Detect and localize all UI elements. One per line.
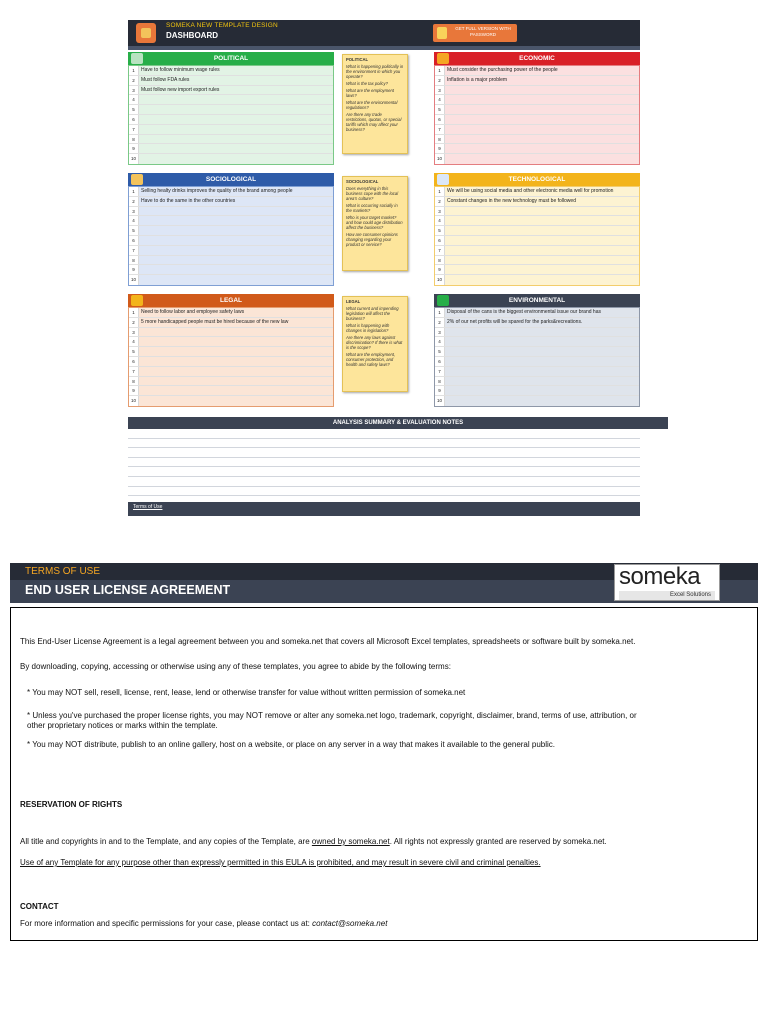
panel-rows <box>128 307 334 407</box>
row-number: 2 <box>435 318 445 327</box>
row-text[interactable] <box>445 226 639 235</box>
table-row[interactable] <box>435 187 639 197</box>
row-number: 5 <box>129 226 139 235</box>
note-item: What are the environmental regulations? <box>346 100 398 110</box>
row-number: 8 <box>129 377 139 386</box>
row-number: 8 <box>129 135 139 144</box>
table-row[interactable] <box>435 318 639 328</box>
row-text[interactable] <box>139 216 333 225</box>
header-divider <box>128 46 640 50</box>
row-number: 5 <box>129 105 139 114</box>
row-number: 2 <box>435 76 445 85</box>
row-text[interactable] <box>445 328 639 337</box>
panel-legal <box>128 294 334 407</box>
table-row[interactable] <box>129 246 333 256</box>
row-number: 6 <box>435 236 445 245</box>
row-text[interactable] <box>445 357 639 366</box>
row-number: 9 <box>129 386 139 395</box>
row-text[interactable] <box>139 396 333 406</box>
panel-rows <box>128 186 334 286</box>
row-text[interactable] <box>139 328 333 337</box>
row-number: 3 <box>129 86 139 95</box>
row-number: 4 <box>129 216 139 225</box>
row-text[interactable]: Have to follow minimum wage rules <box>139 66 333 75</box>
table-row[interactable] <box>435 86 639 96</box>
contact-title: CONTACT <box>20 902 59 911</box>
row-text[interactable]: Constant changes in the new technology must be followed <box>445 197 639 206</box>
row-text[interactable] <box>445 275 639 285</box>
row-number: 5 <box>435 347 445 356</box>
row-text[interactable] <box>139 256 333 265</box>
row-text[interactable] <box>139 236 333 245</box>
row-number: 6 <box>435 115 445 124</box>
panel-technological <box>434 173 640 286</box>
row-number: 8 <box>435 377 445 386</box>
row-text[interactable] <box>139 386 333 395</box>
table-row[interactable] <box>435 357 639 367</box>
panel-title: SOCIOLOGICAL <box>205 176 257 183</box>
laptop-icon <box>437 174 449 185</box>
table-row[interactable] <box>435 347 639 357</box>
rights-text-b: . All rights not expressly granted are reserved by someka.net. <box>389 837 607 846</box>
table-row[interactable] <box>435 377 639 387</box>
table-row[interactable] <box>435 76 639 86</box>
note-item: How are consumer opinions changing regarding your product or service? <box>346 232 398 247</box>
table-row[interactable] <box>435 328 639 338</box>
row-text[interactable] <box>445 154 639 164</box>
table-row[interactable] <box>129 86 333 96</box>
table-row[interactable] <box>129 308 333 318</box>
row-number: 9 <box>435 144 445 153</box>
panel-environmental <box>434 294 640 407</box>
table-row[interactable] <box>129 275 333 285</box>
row-text[interactable] <box>445 236 639 245</box>
note-item: What current and impending legislation will affect the business? <box>346 306 399 321</box>
row-text[interactable] <box>445 216 639 225</box>
row-number: 10 <box>435 396 445 406</box>
table-row[interactable] <box>435 144 639 154</box>
row-text[interactable] <box>445 347 639 356</box>
note-item: What is happening politically in the environment in which you operate? <box>346 64 404 79</box>
table-row[interactable] <box>435 275 639 285</box>
row-number: 4 <box>435 216 445 225</box>
panel-rows <box>434 186 640 286</box>
row-number: 1 <box>435 308 445 317</box>
logo-word: someka <box>619 563 701 590</box>
row-text[interactable]: 5 more handicapped people must be hired because of the new law <box>139 318 333 327</box>
table-row[interactable] <box>435 308 639 318</box>
row-text[interactable]: 2% of our net profits will be spared for the parks&recreations. <box>445 318 639 327</box>
note-title: LEGAL <box>346 299 361 304</box>
row-number: 7 <box>435 246 445 255</box>
row-text[interactable] <box>445 337 639 346</box>
row-number: 5 <box>435 105 445 114</box>
row-text[interactable]: Must follow new import export rules <box>139 86 333 95</box>
scales-icon <box>131 295 143 306</box>
row-number: 6 <box>129 115 139 124</box>
table-row[interactable] <box>435 66 639 76</box>
table-row[interactable] <box>435 337 639 347</box>
table-row[interactable] <box>129 144 333 154</box>
row-text[interactable]: Must follow FDA rules <box>139 76 333 85</box>
table-row[interactable] <box>435 207 639 217</box>
coins-icon <box>437 53 449 64</box>
note-items <box>346 64 404 132</box>
panel-legal-header <box>128 294 334 307</box>
note-title: SOCIOLOGICAL <box>346 179 379 184</box>
tree-icon <box>437 295 449 306</box>
row-number: 6 <box>129 236 139 245</box>
prohibited-text: Use of any Template for any purpose other than expressly permitted in this EULA is prohibited, and may result in severe civil and criminal penalties. <box>20 858 541 867</box>
row-number: 4 <box>435 337 445 346</box>
panel-title: POLITICAL <box>213 55 249 62</box>
note-title: POLITICAL <box>346 57 369 62</box>
table-row[interactable] <box>435 256 639 266</box>
panel-rows <box>434 307 640 407</box>
table-row[interactable] <box>129 187 333 197</box>
contact-text <box>20 919 387 928</box>
row-text[interactable] <box>445 265 639 274</box>
summary-lines[interactable] <box>128 429 640 496</box>
row-text[interactable] <box>139 105 333 114</box>
someka-logo-icon <box>136 23 156 43</box>
row-number: 7 <box>129 246 139 255</box>
note-item: Are there any trade restrictions, quotas, or special tariffs which may affect your business? <box>346 112 402 132</box>
someka-logo <box>614 564 720 601</box>
table-row[interactable] <box>129 357 333 367</box>
panel-rows <box>434 65 640 165</box>
eula-bullet-2a: * Unless you've purchased the proper license rights, you may NOT remove or alter any someka.net logo, trademark, copyright, disclaimer, brand, terms of use, attribution, or <box>27 711 637 720</box>
row-text[interactable] <box>445 144 639 153</box>
rights-text <box>20 837 607 846</box>
table-row[interactable] <box>129 216 333 226</box>
row-number: 1 <box>129 187 139 196</box>
eula-header <box>10 563 758 603</box>
terms-of-use-link[interactable]: Terms of Use <box>133 504 163 510</box>
row-text[interactable] <box>445 246 639 255</box>
row-number: 4 <box>129 337 139 346</box>
row-text[interactable] <box>445 86 639 95</box>
table-row[interactable] <box>435 197 639 207</box>
table-row[interactable] <box>129 396 333 406</box>
row-text[interactable] <box>445 377 639 386</box>
row-text[interactable] <box>139 154 333 164</box>
table-row[interactable] <box>435 154 639 164</box>
row-text[interactable]: We will be using social media and other electronic media well for promotion <box>445 187 639 196</box>
note-item: Are there any laws against discrimination? If there is what is the scope? <box>346 335 403 350</box>
row-number: 10 <box>435 154 445 164</box>
row-text[interactable] <box>139 357 333 366</box>
row-number: 8 <box>435 135 445 144</box>
row-number: 3 <box>435 207 445 216</box>
note-item: What are the employment laws? <box>346 88 394 98</box>
table-row[interactable] <box>435 236 639 246</box>
row-text[interactable] <box>445 135 639 144</box>
note-item: What is the tax policy? <box>346 81 388 86</box>
summary-title: ANALYSIS SUMMARY & EVALUATION NOTES <box>128 417 668 429</box>
row-text[interactable] <box>139 135 333 144</box>
table-row[interactable] <box>435 95 639 105</box>
row-number: 9 <box>435 265 445 274</box>
table-row[interactable] <box>435 125 639 135</box>
row-number: 2 <box>129 76 139 85</box>
table-row[interactable] <box>129 115 333 125</box>
logo-subtitle: Excel Solutions <box>619 591 715 600</box>
row-text[interactable] <box>139 95 333 104</box>
row-number: 3 <box>129 207 139 216</box>
panel-sociological-header <box>128 173 334 186</box>
rights-text-a: All title and copyrights in and to the Template, and any copies of the Template, are <box>20 837 312 846</box>
table-row[interactable] <box>129 236 333 246</box>
row-text[interactable]: Must consider the purchasing power of the people <box>445 66 639 75</box>
table-row[interactable] <box>435 135 639 145</box>
row-number: 8 <box>129 256 139 265</box>
dashboard-footer <box>128 502 640 516</box>
row-text[interactable]: Selling healty drinks improves the quality of the brand among people <box>139 187 333 196</box>
table-row[interactable] <box>129 197 333 207</box>
panel-title: ENVIRONMENTAL <box>508 297 566 304</box>
eula-bullet-3: * You may NOT distribute, publish to an online gallery, host on a website, or place on any server in a way that makes it available to the general public. <box>27 740 556 749</box>
table-row[interactable] <box>435 386 639 396</box>
row-number: 1 <box>435 187 445 196</box>
table-row[interactable] <box>129 105 333 115</box>
table-row[interactable] <box>129 318 333 328</box>
row-text[interactable] <box>139 265 333 274</box>
table-row[interactable] <box>435 265 639 275</box>
row-number: 4 <box>129 95 139 104</box>
row-text[interactable]: Need to follow labor and employee safety laws <box>139 308 333 317</box>
table-row[interactable] <box>129 76 333 86</box>
note-sociological <box>342 176 408 271</box>
row-number: 1 <box>129 66 139 75</box>
terms-of-use-heading: TERMS OF USE <box>25 566 101 577</box>
dashboard-title: DASHBOARD <box>166 31 218 40</box>
table-row[interactable] <box>129 328 333 338</box>
people-icon <box>131 174 143 185</box>
row-text[interactable] <box>139 367 333 376</box>
note-legal <box>342 296 408 392</box>
note-item: What is happening with changes in legislation? <box>346 323 390 333</box>
row-number: 10 <box>129 396 139 406</box>
table-row[interactable] <box>435 367 639 377</box>
panel-political <box>128 52 334 165</box>
row-number: 1 <box>129 308 139 317</box>
table-row[interactable] <box>435 105 639 115</box>
eula-intro: This End-User License Agreement is a legal agreement between you and someka.net that covers all Microsoft Excel templates, spreadsheets or software built by someka.net. <box>20 637 636 646</box>
panel-sociological <box>128 173 334 286</box>
note-item: Does everything in this business cope with the local area's culture? <box>346 186 399 201</box>
person-icon <box>131 53 143 64</box>
row-text[interactable] <box>445 386 639 395</box>
eula-agree: By downloading, copying, accessing or otherwise using any of these templates, you agree to abide by the following terms: <box>20 662 451 671</box>
table-row[interactable] <box>129 95 333 105</box>
note-item: What is occurring socially in the markets? <box>346 203 398 213</box>
table-row[interactable] <box>129 265 333 275</box>
table-row[interactable] <box>129 256 333 266</box>
table-row[interactable] <box>435 396 639 406</box>
table-row[interactable] <box>129 66 333 76</box>
table-row[interactable] <box>435 115 639 125</box>
contact-email-link[interactable]: contact@someka.net <box>312 919 388 928</box>
row-text[interactable] <box>445 105 639 114</box>
row-number: 2 <box>129 318 139 327</box>
panel-environmental-header <box>434 294 640 307</box>
row-number: 1 <box>435 66 445 75</box>
row-number: 4 <box>435 95 445 104</box>
row-text[interactable] <box>139 337 333 346</box>
row-text[interactable] <box>445 367 639 376</box>
table-row[interactable] <box>129 226 333 236</box>
table-row[interactable] <box>129 337 333 347</box>
row-number: 9 <box>435 386 445 395</box>
row-text[interactable] <box>445 125 639 134</box>
row-number: 6 <box>435 357 445 366</box>
brand-name: SOMEKA NEW TEMPLATE DESIGN <box>166 22 278 29</box>
row-text[interactable] <box>139 377 333 386</box>
row-number: 6 <box>129 357 139 366</box>
table-row[interactable] <box>129 377 333 387</box>
row-text[interactable] <box>445 207 639 216</box>
row-number: 8 <box>435 256 445 265</box>
panel-technological-header <box>434 173 640 186</box>
row-text[interactable] <box>139 347 333 356</box>
note-political <box>342 54 408 154</box>
owned-by-link: owned by someka.net <box>311 837 390 846</box>
row-number: 3 <box>435 86 445 95</box>
reservation-title: RESERVATION OF RIGHTS <box>20 800 123 809</box>
row-number: 7 <box>435 367 445 376</box>
table-row[interactable] <box>129 135 333 145</box>
row-text[interactable]: Disposal of the cans is the biggest environmental issue our brand has <box>445 308 639 317</box>
dashboard <box>128 20 640 510</box>
table-row[interactable] <box>435 216 639 226</box>
table-row[interactable] <box>129 386 333 396</box>
table-row[interactable] <box>129 207 333 217</box>
row-text[interactable] <box>139 115 333 124</box>
row-text[interactable] <box>445 115 639 124</box>
eula-bullet-1: * You may NOT sell, resell, license, rent, lease, lend or otherwise transfer for value without written permission of someka.net <box>27 688 466 697</box>
row-number: 7 <box>435 125 445 134</box>
row-text[interactable]: Inflation is a major problem <box>445 76 639 85</box>
row-text[interactable] <box>445 256 639 265</box>
table-row[interactable] <box>129 154 333 164</box>
eula-title: END USER LICENSE AGREEMENT <box>25 583 231 597</box>
lock-icon <box>437 27 447 39</box>
panel-title: LEGAL <box>219 297 243 304</box>
get-full-version-label: GET FULL VERSION WITH PASSWORD <box>455 26 511 37</box>
row-text[interactable]: Have to do the same in the other countries <box>139 197 333 206</box>
eula-body <box>10 607 758 941</box>
contact-label: For more information and specific permissions for your case, please contact us at: <box>20 919 313 928</box>
row-text[interactable] <box>445 396 639 406</box>
row-text[interactable] <box>139 246 333 255</box>
row-number: 3 <box>435 328 445 337</box>
row-number: 2 <box>129 197 139 206</box>
row-text[interactable] <box>139 207 333 216</box>
table-row[interactable] <box>129 125 333 135</box>
row-number: 2 <box>435 197 445 206</box>
note-item: Who is your target market? and how could age distribution affect the business? <box>346 215 403 230</box>
table-row[interactable] <box>435 226 639 236</box>
row-number: 5 <box>129 347 139 356</box>
note-item: What are the employment, consumer protection, and health and safety laws? <box>346 352 396 367</box>
row-text[interactable] <box>139 275 333 285</box>
row-text[interactable] <box>445 95 639 104</box>
table-row[interactable] <box>129 347 333 357</box>
row-number: 10 <box>129 154 139 164</box>
panel-title: ECONOMIC <box>519 55 555 62</box>
row-text[interactable] <box>139 226 333 235</box>
dashboard-header <box>128 20 640 46</box>
eula-bullet-2b: other proprietary notices or marks within the template. <box>27 721 218 730</box>
row-number: 9 <box>129 265 139 274</box>
row-number: 3 <box>129 328 139 337</box>
panel-economic <box>434 52 640 165</box>
row-number: 10 <box>435 275 445 285</box>
row-number: 7 <box>129 367 139 376</box>
row-text[interactable] <box>139 125 333 134</box>
note-items <box>346 306 404 367</box>
panel-economic-header <box>434 52 640 65</box>
row-number: 5 <box>435 226 445 235</box>
table-row[interactable] <box>435 246 639 256</box>
panel-title: TECHNOLOGICAL <box>508 176 566 183</box>
analysis-summary <box>128 417 668 496</box>
row-text[interactable] <box>139 144 333 153</box>
table-row[interactable] <box>129 367 333 377</box>
note-items <box>346 186 404 247</box>
row-number: 9 <box>129 144 139 153</box>
panel-political-header <box>128 52 334 65</box>
get-full-version-button[interactable] <box>433 24 517 42</box>
eula-section <box>10 563 758 928</box>
row-number: 7 <box>129 125 139 134</box>
panel-rows <box>128 65 334 165</box>
row-number: 10 <box>129 275 139 285</box>
